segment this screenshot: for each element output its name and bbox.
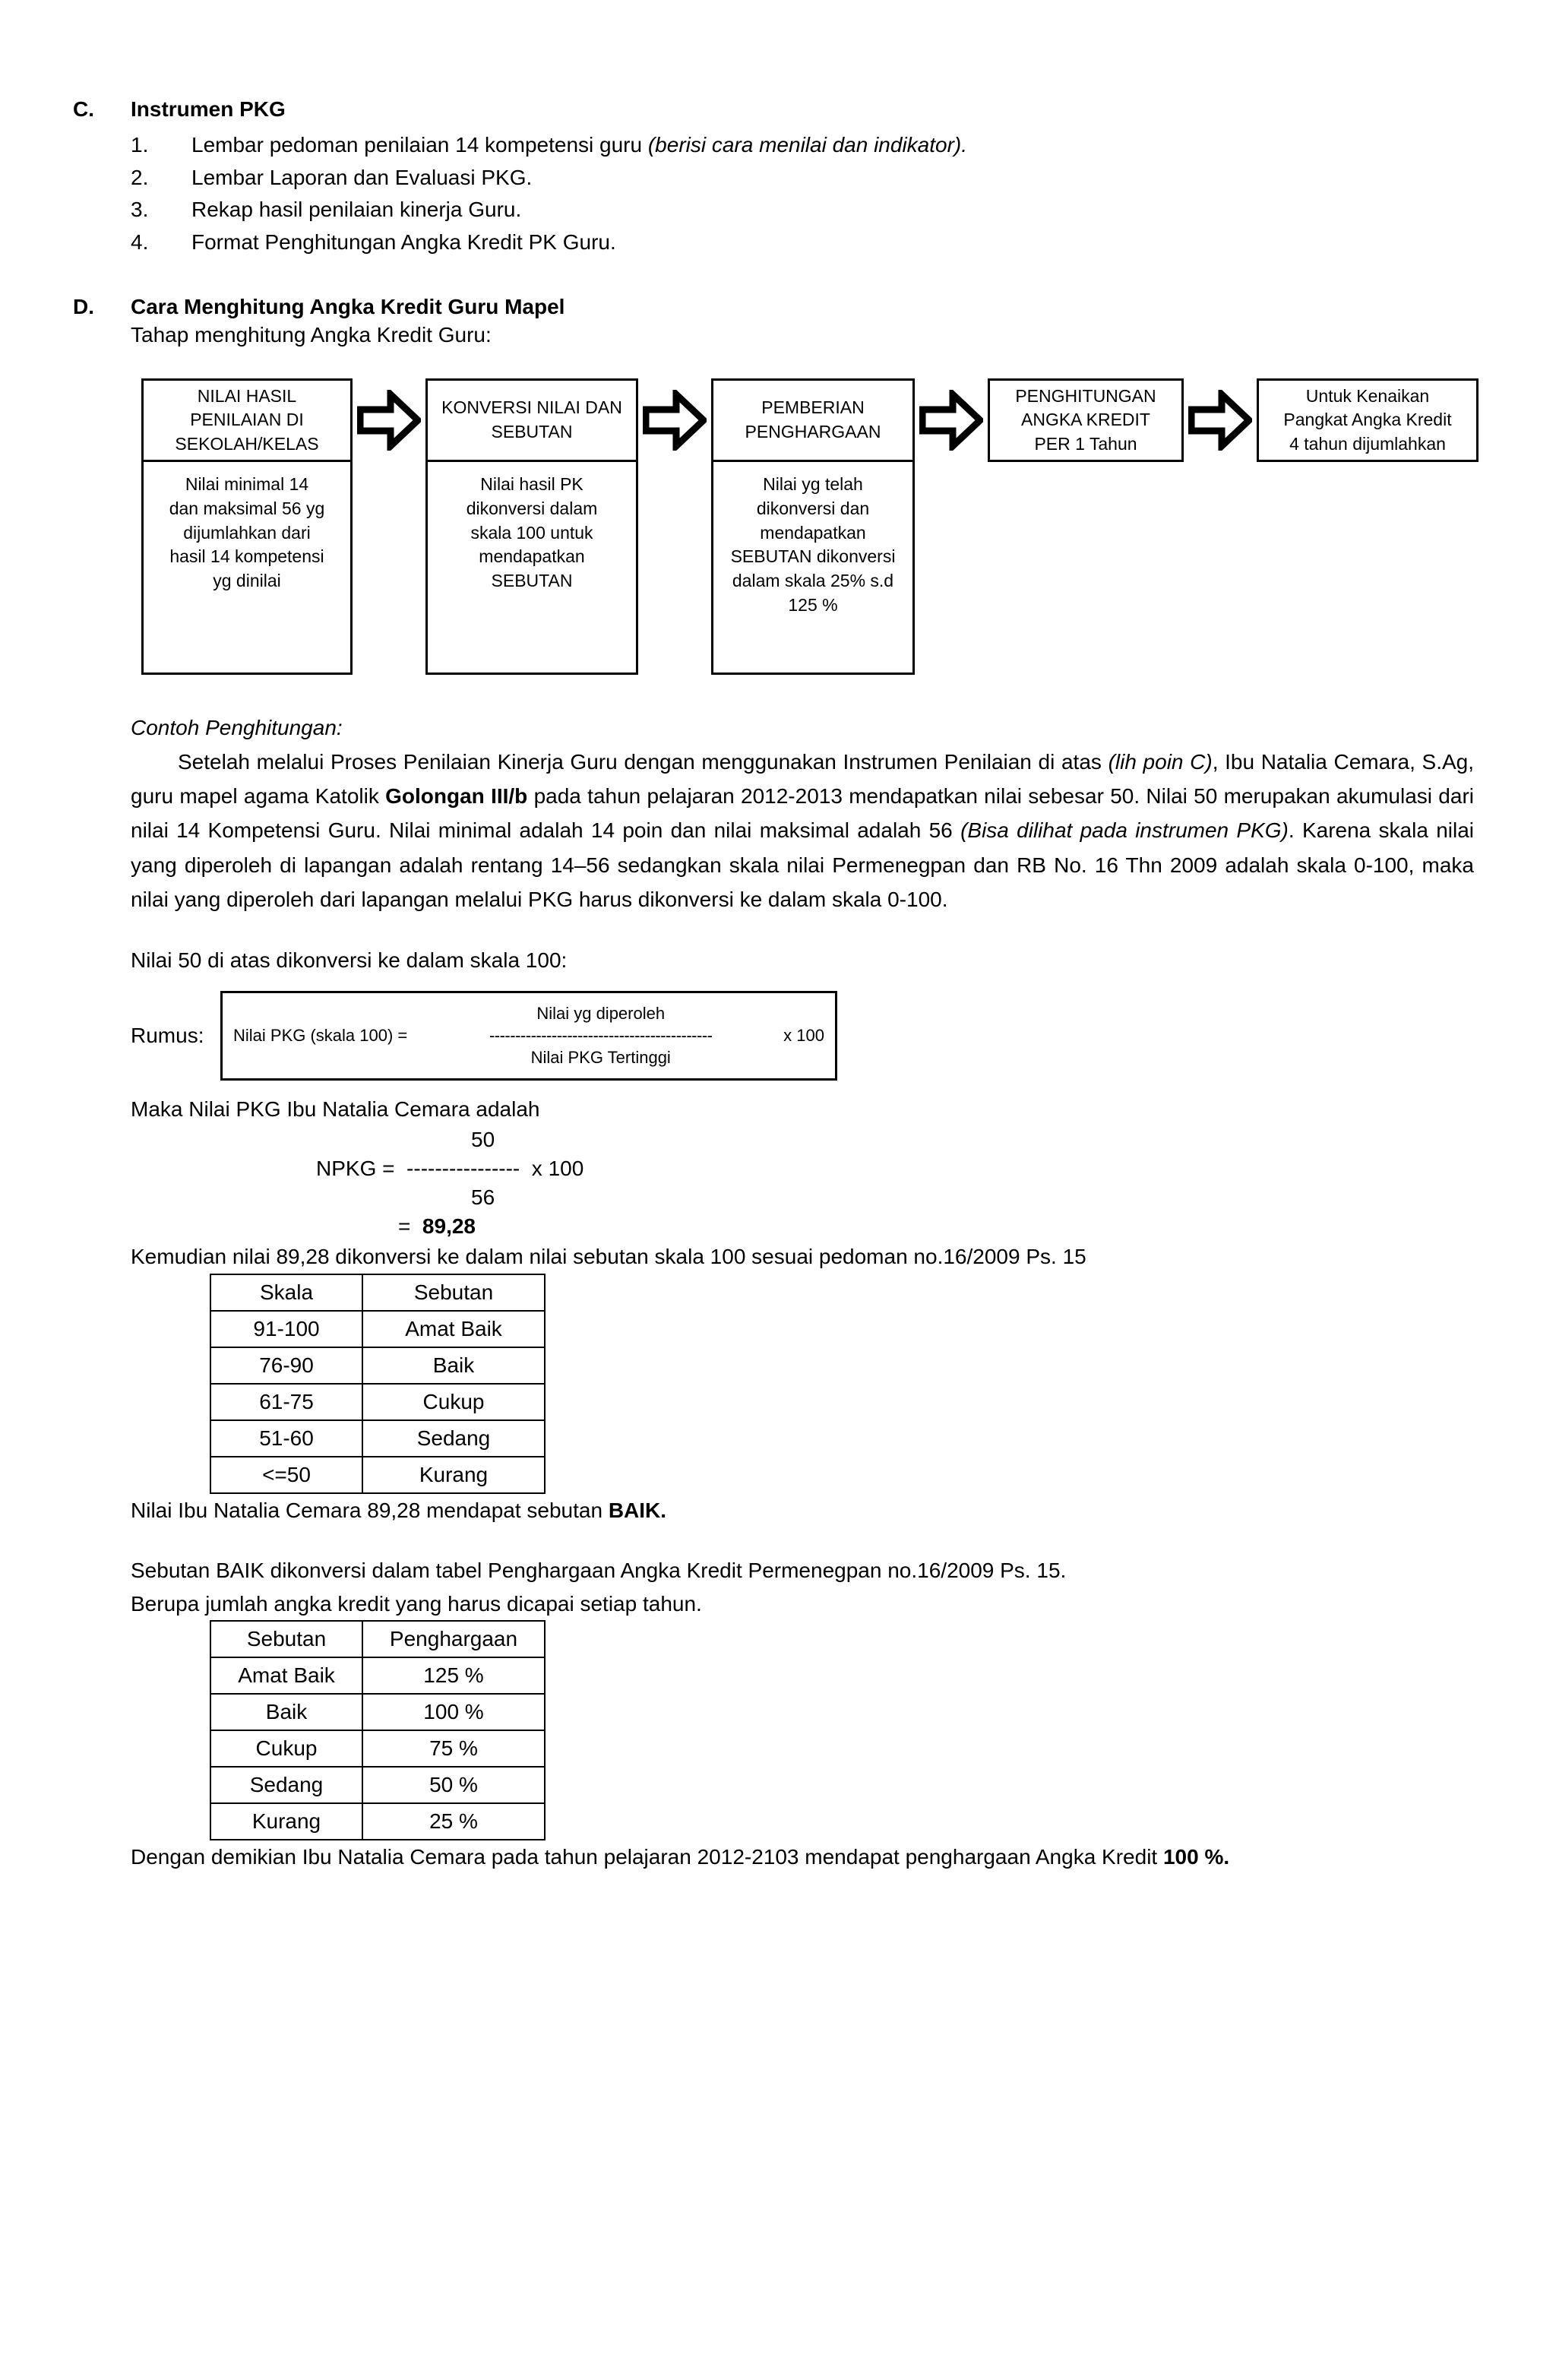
list-item-text: Lembar Laporan dan Evaluasi PKG. [191, 165, 533, 189]
npkg-intro-line: Maka Nilai PKG Ibu Natalia Cemara adalah [131, 1097, 540, 1121]
section-d-title: Cara Menghitung Angka Kredit Guru Mapel [131, 295, 565, 319]
table-row [210, 1347, 545, 1384]
flow-step-1-detail [141, 462, 353, 675]
column-header-skala: Skala [210, 1274, 362, 1311]
flow-line: dikonversi dalam [466, 498, 598, 518]
flow-line: ANGKA KREDIT [1021, 410, 1150, 430]
flow-line: PENILAIAN DI [190, 410, 304, 430]
flow-step-3-title [711, 378, 915, 462]
flow-line: Nilai minimal 14 [185, 474, 309, 495]
cell-sebutan: Kurang [362, 1457, 545, 1493]
flow-line: mendapatkan [479, 546, 585, 567]
cell-sebutan: Amat Baik [210, 1657, 362, 1694]
flow-step-1-title [141, 378, 353, 462]
para-bold-golongan: Golongan III/b [385, 783, 528, 808]
cell-skala: <=50 [210, 1457, 362, 1493]
list-item-number: 2. [131, 165, 149, 189]
npkg-multiplier: x 100 [531, 1156, 584, 1180]
table-header-row [210, 1621, 545, 1657]
table-row [210, 1803, 545, 1840]
flow-line: PEMBERIAN [761, 397, 865, 418]
cell-sebutan: Amat Baik [362, 1311, 545, 1347]
cell-penghargaan: 50 % [362, 1767, 545, 1803]
list-item-number: 1. [131, 133, 149, 157]
list-item [131, 129, 1483, 162]
konversi-sebutan-conclusion [131, 1494, 1483, 1527]
flow-arrow-2 [638, 378, 711, 462]
npkg-denominator: 56 [471, 1185, 495, 1209]
table-row [210, 1420, 545, 1457]
flow-line: dan maksimal 56 yg [169, 498, 325, 518]
table-row [210, 1657, 545, 1694]
flow-line: 4 tahun dijumlahkan [1289, 434, 1446, 454]
cell-skala: 91-100 [210, 1311, 362, 1347]
flow-line: NILAI HASIL [197, 385, 297, 406]
flow-step-1 [141, 378, 353, 675]
para-part-2: , Ibu Natalia Cemara, S.Ag, guru mapel agama Katolik [131, 749, 1474, 808]
rumus-fraction-bar: ------------------------------------------- [489, 1026, 713, 1046]
cell-penghargaan: 125 % [362, 1657, 545, 1694]
penghargaan-lead-line-1: Sebutan BAIK dikonversi dalam tabel Penghargaan Angka Kredit Permenegpan no.16/2009 Ps. 15. [131, 1559, 1067, 1583]
list-item [131, 162, 1483, 195]
flow-line: dijumlahkan dari [183, 522, 311, 543]
para-italic-2: (Bisa dilihat pada instrumen PKG) [960, 818, 1289, 843]
flow-line: PER 1 Tahun [1034, 434, 1137, 454]
flow-step-3-detail [711, 462, 915, 675]
rumus-denominator: Nilai PKG Tertinggi [530, 1048, 671, 1068]
flow-step-4-title [988, 378, 1184, 462]
flow-line: KONVERSI NILAI DAN [441, 397, 622, 418]
list-item-text-italic: (berisi cara menilai dan indikator). [647, 133, 968, 157]
flow-line: Nilai hasil PK [480, 474, 584, 495]
list-item [131, 226, 1483, 259]
skala-sebutan-table [210, 1274, 546, 1494]
cell-penghargaan: 100 % [362, 1694, 545, 1730]
para-italic-1: (lih poin C) [1108, 749, 1213, 774]
flow-line: dalam skala 25% s.d [732, 571, 894, 591]
rumus-fraction [424, 1002, 777, 1068]
sebutan-penghargaan-table [210, 1620, 546, 1840]
list-item [131, 194, 1483, 226]
right-arrow-icon [357, 390, 421, 451]
rumus-box [220, 991, 837, 1081]
konversi-skala-line: Nilai 50 di atas dikonversi ke dalam skala 100: [131, 948, 568, 973]
cell-sebutan: Baik [362, 1347, 545, 1384]
angka-kredit-flowchart [141, 378, 1483, 675]
section-d-letter: D. [73, 295, 94, 319]
npkg-main-line [316, 1154, 1483, 1183]
npkg-label: NPKG = [316, 1156, 395, 1180]
cell-skala: 51-60 [210, 1420, 362, 1457]
cell-sebutan: Sedang [362, 1420, 545, 1457]
section-c-letter: C. [73, 97, 94, 121]
penghargaan-final-line [131, 1840, 1483, 1873]
cell-penghargaan: 75 % [362, 1730, 545, 1767]
flow-line: PENGHARGAAN [745, 422, 881, 442]
section-d-subtitle: Tahap menghitung Angka Kredit Guru: [131, 323, 492, 347]
flow-line: SEBUTAN dikonversi [730, 546, 896, 567]
npkg-result-value: 89,28 [422, 1214, 476, 1238]
rumus-multiplier: x 100 [783, 1026, 824, 1046]
column-header-sebutan: Sebutan [362, 1274, 545, 1311]
cell-skala: 61-75 [210, 1384, 362, 1420]
flow-line: Untuk Kenaikan [1305, 385, 1430, 406]
section-d-heading [73, 295, 1483, 319]
flow-step-2 [425, 378, 638, 675]
penghargaan-lead-line-2: Berupa jumlah angka kredit yang harus dicapai setiap tahun. [131, 1591, 702, 1616]
cell-skala: 76-90 [210, 1347, 362, 1384]
npkg-equals: = [398, 1214, 411, 1238]
table-row [210, 1384, 545, 1420]
right-arrow-icon [643, 390, 707, 451]
conclusion-bold: BAIK. [608, 1498, 667, 1522]
table-header-row [210, 1274, 545, 1311]
list-item-number: 4. [131, 229, 149, 254]
flow-arrow-1 [353, 378, 425, 462]
contoh-penghitungan-paragraph [131, 745, 1474, 917]
rumus-row [131, 991, 1483, 1081]
list-item-text: Rekap hasil penilaian kinerja Guru. [191, 198, 522, 222]
flow-arrow-4 [1184, 378, 1257, 462]
para-part-4: . Karena skala nilai yang diperoleh di lapangan adalah rentang 14–56 sedangkan skala nilai Permenegpan dan RB No. 16 Thn 2009 adalah skala 0-100, maka nilai yang diperoleh dari lapangan melalui PKG harus dikonversi ke dalam skala 0-100. [131, 818, 1475, 912]
flow-line: Pangkat Angka Kredit [1283, 410, 1452, 430]
rumus-numerator: Nilai yg diperoleh [536, 1004, 666, 1024]
npkg-calculation [131, 1125, 1483, 1240]
instrumen-pkg-list [131, 129, 1483, 258]
final-text: Dengan demikian Ibu Natalia Cemara pada tahun pelajaran 2012-2103 mendapat penghargaan Angka Kredit [131, 1844, 1163, 1869]
flow-line: Nilai yg telah [763, 474, 863, 495]
flow-step-3 [711, 378, 915, 675]
right-arrow-icon [919, 390, 983, 451]
section-c-title: Instrumen PKG [131, 97, 286, 121]
flow-line: SEKOLAH/KELAS [175, 434, 319, 454]
cell-sebutan: Sedang [210, 1767, 362, 1803]
table-row [210, 1730, 545, 1767]
column-header-sebutan: Sebutan [210, 1621, 362, 1657]
cell-penghargaan: 25 % [362, 1803, 545, 1840]
flow-step-5 [1257, 378, 1479, 462]
list-item-text-plain: Lembar pedoman penilaian 14 kompetensi guru [191, 133, 648, 157]
flow-arrow-3 [915, 378, 988, 462]
npkg-numerator: 50 [471, 1128, 495, 1152]
right-arrow-icon [1188, 390, 1252, 451]
cell-sebutan: Baik [210, 1694, 362, 1730]
flow-step-2-title [425, 378, 638, 462]
list-item-text [191, 129, 1483, 162]
section-c-heading [73, 97, 1483, 122]
contoh-penghitungan-heading: Contoh Penghitungan: [131, 716, 343, 740]
list-item-text: Format Penghitungan Angka Kredit PK Guru. [191, 229, 616, 254]
rumus-left-side: Nilai PKG (skala 100) = [233, 1026, 408, 1046]
para-part-3: pada tahun pelajaran 2012-2013 mendapatkan nilai sebesar 50. Nilai 50 merupakan akumulasi dari nilai 14 Kompetensi Guru. Nilai minimal adalah 14 poin dan nilai maksimal adalah 56 [131, 783, 1474, 843]
table-row [210, 1694, 545, 1730]
konversi-sebutan-lead-in: Kemudian nilai 89,28 dikonversi ke dalam nilai sebutan skala 100 sesuai pedoman no.16/2009 Ps. 15 [131, 1245, 1086, 1269]
flow-step-5-title [1257, 378, 1479, 462]
table-row [210, 1767, 545, 1803]
flow-line: hasil 14 kompetensi [169, 546, 324, 567]
flow-line: yg dinilai [213, 571, 281, 591]
npkg-result-line [398, 1212, 1483, 1241]
flow-line: SEBUTAN [491, 422, 573, 442]
table-row [210, 1457, 545, 1493]
flow-step-4 [988, 378, 1184, 462]
final-bold: 100 %. [1162, 1844, 1230, 1869]
flow-line: skala 100 untuk [470, 522, 593, 543]
flow-line: dikonversi dan [756, 498, 870, 518]
list-item-number: 3. [131, 198, 149, 222]
flow-step-2-detail [425, 462, 638, 675]
cell-sebutan: Cukup [210, 1730, 362, 1767]
para-part-1: Setelah melalui Proses Penilaian Kinerja Guru dengan menggunakan Instrumen Penilaian di atas [178, 749, 1108, 774]
cell-sebutan: Kurang [210, 1803, 362, 1840]
flow-line: SEBUTAN [491, 571, 573, 591]
rumus-label: Rumus: [131, 1023, 204, 1047]
flow-line: PENGHITUNGAN [1015, 385, 1156, 406]
flow-line: 125 % [788, 594, 838, 615]
column-header-penghargaan: Penghargaan [362, 1621, 545, 1657]
npkg-fraction-bar: ---------------- [406, 1156, 520, 1180]
conclusion-text: Nilai Ibu Natalia Cemara 89,28 mendapat sebutan [131, 1498, 609, 1522]
flow-line: mendapatkan [760, 522, 866, 543]
table-row [210, 1311, 545, 1347]
cell-sebutan: Cukup [362, 1384, 545, 1420]
